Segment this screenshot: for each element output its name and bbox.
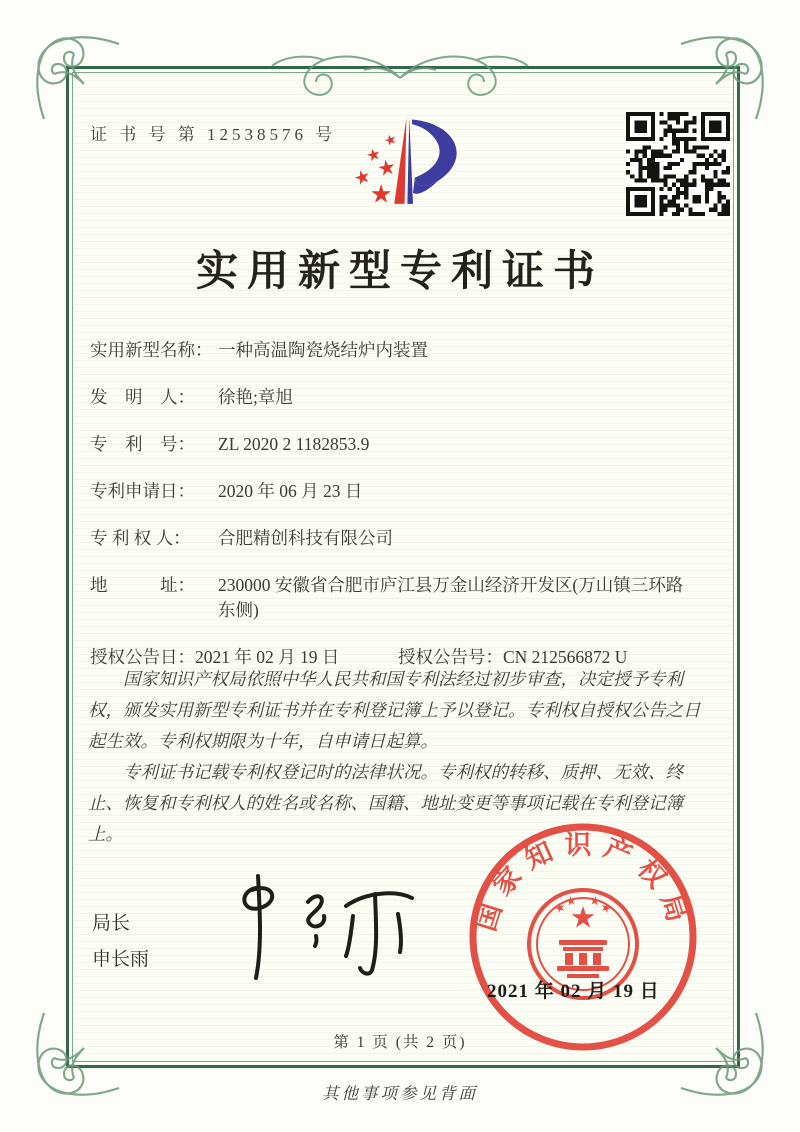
grant-number-value: CN 212566872 U bbox=[503, 647, 628, 667]
field-label: 发 明 人： bbox=[90, 387, 195, 407]
field-value: 一种高温陶瓷烧结炉内装置 bbox=[218, 340, 428, 360]
director-signature bbox=[212, 872, 427, 990]
field-inventors bbox=[90, 385, 710, 410]
seal-text: 国家知识产权局 bbox=[470, 829, 696, 935]
seal-date: 2021 年 02 月 19 日 bbox=[487, 981, 660, 1002]
field-label: 地 址： bbox=[90, 575, 195, 595]
field-label: 实用新型名称： bbox=[90, 340, 213, 360]
cnipa-seal-icon bbox=[462, 816, 704, 1058]
certificate-number: 证 书 号 第 12538576 号 bbox=[90, 125, 337, 144]
cnipa-logo-icon bbox=[338, 108, 488, 234]
director-name: 申长雨 bbox=[92, 949, 150, 970]
field-value: 合肥精创科技有限公司 bbox=[218, 528, 393, 548]
director-title: 局长 bbox=[92, 913, 131, 934]
field-utility-model-name bbox=[90, 338, 710, 363]
field-patentee bbox=[90, 526, 710, 551]
field-label: 专 利 号： bbox=[90, 434, 195, 454]
field-value: 230000 安徽省合肥市庐江县万金山经济开发区(万山镇三环路东侧) bbox=[218, 575, 684, 620]
qr-code bbox=[626, 112, 730, 216]
field-label: 专利申请日： bbox=[90, 481, 195, 501]
field-label: 专 利 权 人： bbox=[90, 528, 191, 548]
back-side-note: 其他事项参见背面 bbox=[322, 1084, 478, 1103]
field-value: 2020 年 06 月 23 日 bbox=[218, 481, 363, 501]
legal-paragraph-2: 专利证书记载专利权登记时的法律状况。专利权的转移、质押、无效、终止、恢复和专利权人的姓名或名称、国籍、地址变更等事项记载在专利登记簿上。 bbox=[88, 762, 683, 844]
field-value: 徐艳;章旭 bbox=[218, 387, 293, 407]
grant-date-label: 授权公告日： bbox=[90, 647, 195, 667]
field-patent-number bbox=[90, 432, 710, 457]
field-address bbox=[90, 573, 710, 623]
field-filing-date bbox=[90, 479, 710, 504]
grant-date-value: 2021 年 02 月 19 日 bbox=[195, 647, 340, 667]
certificate-title: 实用新型专利证书 bbox=[195, 249, 604, 295]
legal-paragraph-1: 国家知识产权局依照中华人民共和国专利法经过初步审查，决定授予专利权，颁发实用新型专利证书并在专利登记簿上予以登记。专利权自授权公告之日起生效。专利权期限为十年，自申请日起算。 bbox=[88, 669, 701, 751]
grant-number-label: 授权公告号： bbox=[398, 647, 503, 667]
certificate-fields bbox=[90, 338, 710, 670]
page-number: 第 1 页 (共 2 页) bbox=[333, 1034, 467, 1051]
field-value: ZL 2020 2 1182853.9 bbox=[218, 434, 370, 454]
director-block bbox=[92, 906, 149, 978]
